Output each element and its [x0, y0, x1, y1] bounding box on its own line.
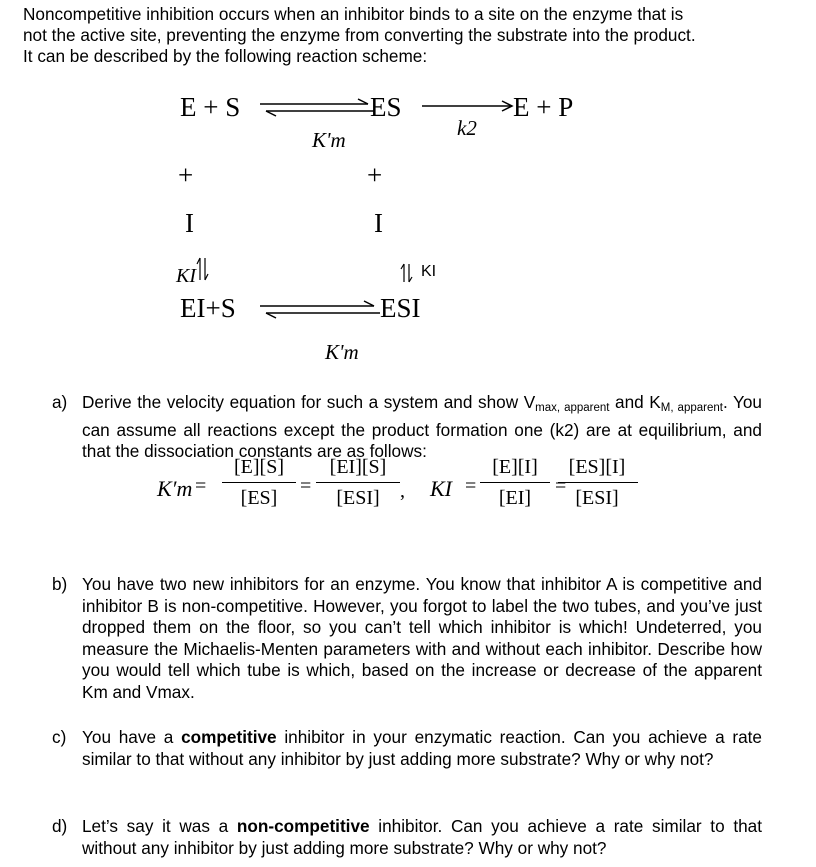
- intro-line-2: not the active site, preventing the enzyme from converting the substrate into the product.: [23, 25, 696, 45]
- equals-2: =: [300, 475, 312, 497]
- question-a-text-start: Derive the velocity equation for such a system and show V: [82, 392, 536, 412]
- k2-label: k2: [457, 116, 477, 140]
- question-d-text: [82, 816, 762, 859]
- question-c-text-pre: You have a: [82, 727, 182, 747]
- ki-symbol: KI: [430, 476, 452, 501]
- km-prime-top-text: K'm: [312, 128, 346, 152]
- scheme-esi: ESI: [380, 293, 421, 323]
- question-d-label: d): [52, 816, 68, 836]
- equilibrium-arrow-left-vertical: [196, 256, 210, 282]
- question-c-text-post: inhibitor in your enzymatic reaction. Can you achieve a rate similar to that without any inhibitor by just adding more substrate? Why or why not?: [82, 727, 762, 769]
- question-c-label: c): [52, 727, 67, 747]
- km-fraction-1-numerator: [E][S]: [234, 456, 284, 478]
- ki-fraction-1-bar: [480, 482, 550, 483]
- km-prime-top-label: [312, 128, 346, 153]
- ki-fraction-2-bar: [558, 482, 638, 483]
- ki-right-label: KI: [421, 263, 437, 280]
- intro-line-1: Noncompetitive inhibition occurs when an inhibitor binds to a site on the enzyme that is: [23, 4, 684, 24]
- intro-line-3: It can be described by the following reaction scheme:: [23, 46, 428, 66]
- question-d-emphasis: non-competitive: [236, 816, 370, 836]
- scheme-es: ES: [370, 92, 402, 122]
- question-b-text: You have two new inhibitors for an enzyme. You know that inhibitor A is competitive and inhibitor B is non-competitive. However, you forgot to label the two tubes, and you’ve just dropped them on the floor, so you can’t tell which inhibitor is which! Undeterred, you measure the Michaelis-Menten parameters with and without each inhibitor. Describe how you would tell which tube is which, based on the increase or decrease of the apparent Km and Vmax.: [82, 574, 762, 702]
- ki-fraction-2-numerator: [ES][I]: [568, 456, 626, 478]
- question-b-label: b): [52, 574, 68, 594]
- equals-1: =: [195, 475, 207, 497]
- km-fraction-2-numerator: [EI][S]: [329, 456, 387, 478]
- plus-left: +: [178, 160, 194, 190]
- scheme-e-plus-p: E + P: [513, 92, 574, 122]
- equilibrium-arrow-top: [258, 98, 378, 120]
- ki-fraction-1-numerator: [E][I]: [492, 456, 538, 478]
- equals-3: =: [465, 475, 477, 497]
- question-d: [52, 816, 762, 859]
- question-a-text-mid: and K: [609, 392, 661, 412]
- question-a-label: a): [52, 392, 68, 412]
- km-fraction-1-denominator: [ES]: [240, 487, 278, 509]
- question-c-emphasis: competitive: [181, 727, 277, 747]
- equilibrium-arrow-right-vertical: [400, 262, 414, 284]
- comma: ,: [400, 480, 405, 502]
- inhibitor-right: I: [374, 208, 383, 238]
- ki-fraction-2-denominator: [ESI]: [575, 487, 619, 509]
- question-c-text: [82, 727, 762, 770]
- question-a-text-end: . You can assume all reactions except the product formation one (k2) are at equilibrium, and that the dissociation constants are as follows:: [82, 392, 762, 461]
- question-c: [52, 727, 762, 770]
- km-fraction-1-bar: [222, 482, 296, 483]
- scheme-ei-plus-s: EI+S: [180, 293, 236, 323]
- question-d-text-pre: Let’s say it was a: [82, 816, 237, 836]
- question-a-text: [82, 392, 762, 463]
- inhibitor-left: I: [185, 208, 194, 238]
- equals-4: =: [555, 475, 567, 497]
- ki-left-label: KI: [176, 265, 196, 287]
- ki-fraction-1-denominator: [EI]: [498, 487, 532, 509]
- km-prime-bottom-label: K'm: [325, 340, 359, 364]
- km-fraction-2-bar: [316, 482, 400, 483]
- intro-paragraph: [23, 4, 793, 67]
- equilibrium-arrow-bottom: [258, 300, 384, 322]
- question-d-text-post: inhibitor. Can you achieve a rate similar to that without any inhibitor by just adding more substrate? Why or why not?: [82, 816, 762, 858]
- question-a: [52, 392, 762, 463]
- km-prime-symbol: K′m: [157, 476, 193, 501]
- scheme-e-plus-s: E + S: [180, 92, 241, 122]
- km-apparent-subscript: M, apparent: [660, 402, 723, 414]
- plus-right: +: [367, 160, 383, 190]
- product-arrow: [420, 98, 520, 114]
- question-b: [52, 574, 762, 703]
- vmax-apparent-subscript: max, apparent: [535, 402, 610, 414]
- km-fraction-2-denominator: [ESI]: [336, 487, 380, 509]
